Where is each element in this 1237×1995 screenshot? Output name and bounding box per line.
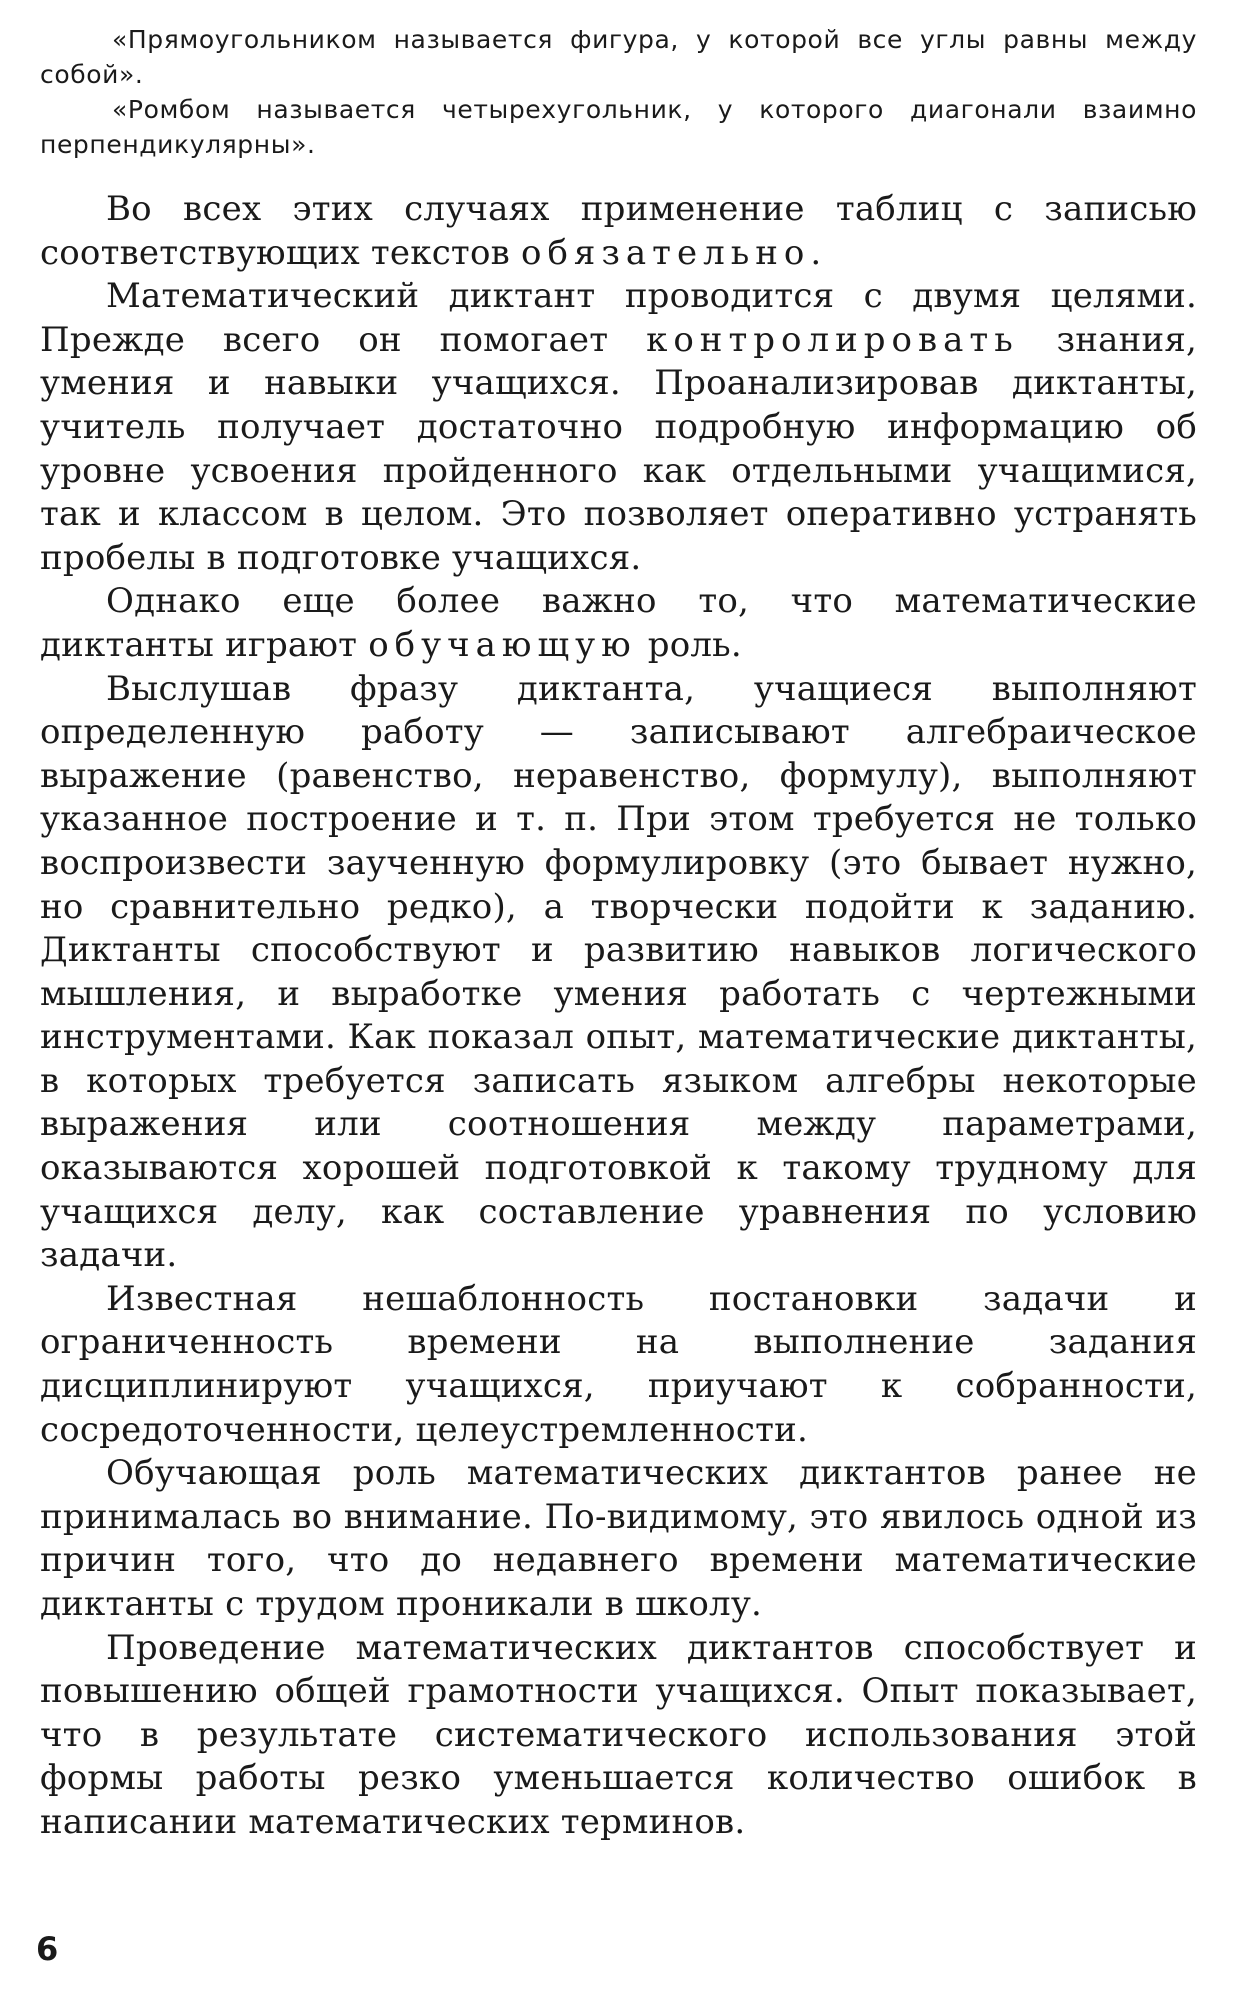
emphasis-word: обязательно bbox=[520, 232, 811, 273]
page-number: 6 bbox=[36, 1930, 59, 1968]
emphasis-word: обучающую bbox=[368, 624, 637, 665]
document-page bbox=[40, 22, 1197, 1845]
quote-rectangle-definition: «Прямоугольником называется фигура, у которой все углы равны между собой». bbox=[40, 25, 1197, 89]
paragraph-text: роль. bbox=[636, 624, 742, 665]
quote-block bbox=[40, 22, 1197, 162]
quote-rhombus-definition: «Ромбом называется четырехугольник, у которого диагонали взаимно перпендикулярны». bbox=[40, 95, 1197, 159]
paragraph-literacy: Проведение математических диктантов способствует и повышению общей грамотности учащихся. Опыт показывает, что в результате систематического использования этой формы работы резко уменьшается количество ошибок в написании математических терминов. bbox=[40, 1627, 1197, 1842]
emphasis-word: контролировать bbox=[646, 319, 1019, 360]
paragraph-tables bbox=[40, 188, 1197, 275]
paragraph-text: Во всех этих случаях применение таблиц с записью соответствующих текстов bbox=[40, 189, 1197, 273]
paragraph-text: знания, умения и навыки учащихся. Проанализировав диктанты, учитель получает достаточно подробную информацию об уровне усвоения пройденного как отдельными учащимися, так и классом в целом. Это позволяет оперативно устранять пробелы в подготовке учащихся. bbox=[40, 319, 1197, 578]
paragraph-discipline: Известная нешаблонность постановки задачи и ограниченность времени на выполнение задания дисциплинируют учащихся, приучают к собранности, сосредоточенности, целеустремленности. bbox=[40, 1278, 1197, 1450]
paragraph-teaching-role bbox=[40, 580, 1197, 667]
paragraph-text: Математический диктант проводится с двумя целями. Прежде всего он помогает bbox=[40, 276, 1197, 360]
paragraph-dictation-work: Выслушав фразу диктанта, учащиеся выполняют определенную работу — записывают алгебраическое выражение (равенство, неравенство, формулу), выполняют указанное построение и т. п. При этом требуется не только воспроизвести заученную формулировку (это бывает нужно, но сравнительно редко), а творчески подойти к заданию. Диктанты способствуют и развитию навыков логического мышления, и выработке умения работать с чертежными инструментами. Как показал опыт, математические диктанты, в которых требуется записать языком алгебры некоторые выражения или соотношения между параметрами, оказываются хорошей подготовкой к такому трудному для учащихся делу, как составление уравнения по условию задачи. bbox=[40, 668, 1197, 1276]
paragraph-dictation-goals bbox=[40, 275, 1197, 580]
paragraph-school: Обучающая роль математических диктантов ранее не принималась во внимание. По-видимому, это явилось одной из причин того, что до недавнего времени математические диктанты с трудом проникали в школу. bbox=[40, 1453, 1197, 1624]
paragraph-text: Однако еще более важно то, что математические диктанты играют bbox=[40, 581, 1197, 665]
paragraph-text: . bbox=[810, 232, 822, 273]
